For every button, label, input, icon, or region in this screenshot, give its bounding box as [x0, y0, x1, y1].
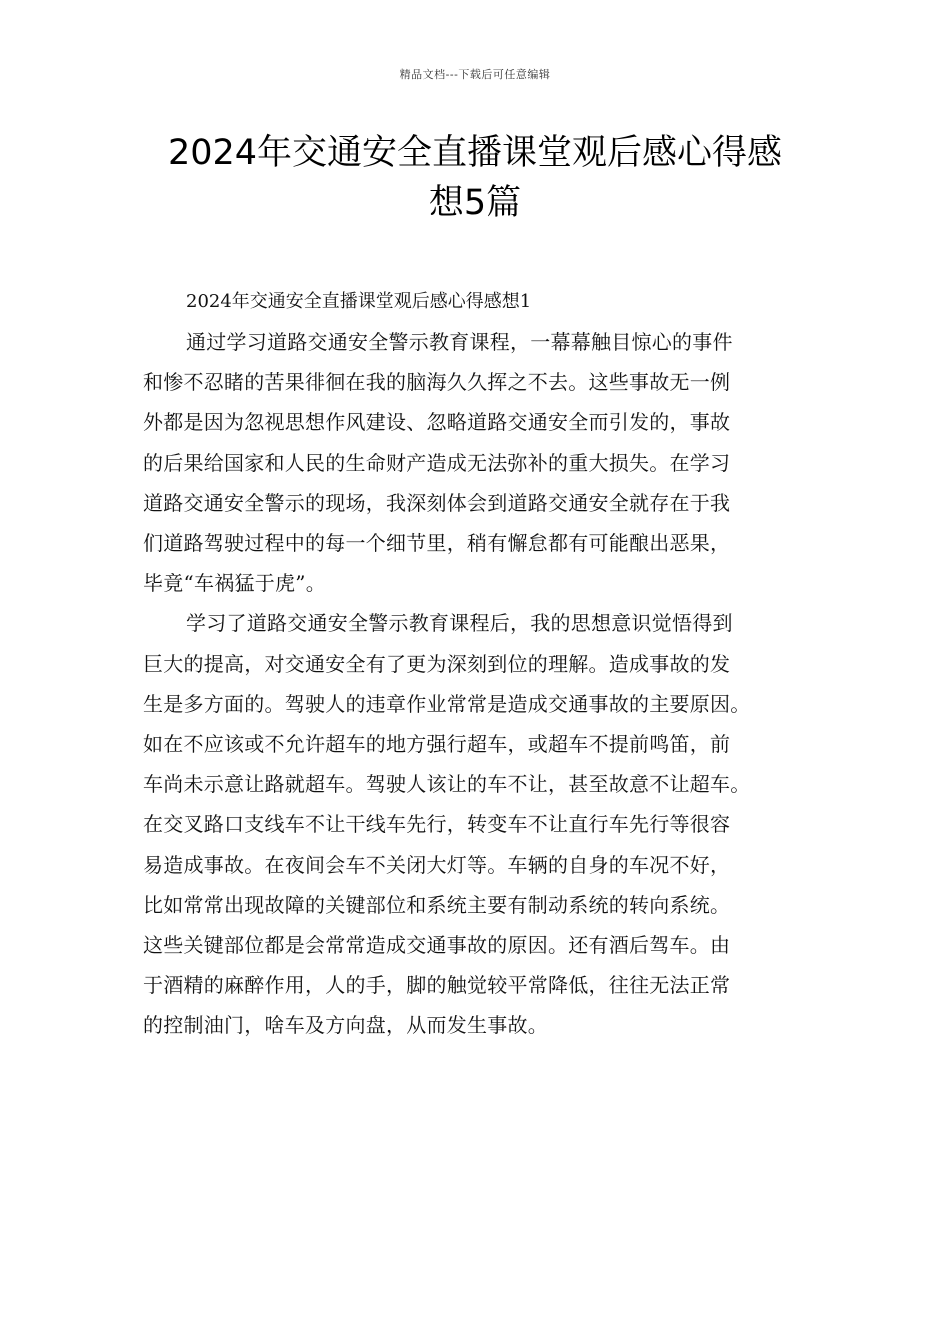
paragraph-1 [143, 322, 823, 603]
paragraph-line: 生是多方面的。驾驶人的违章作业常常是造成交通事故的主要原因。 [143, 691, 751, 716]
paragraph-line: 学习了道路交通安全警示教育课程后，我的思想意识觉悟得到 [186, 611, 733, 636]
paragraph-line: 的控制油门，啥车及方向盘，从而发生事故。 [143, 1013, 548, 1038]
paragraph-line: 比如常常出现故障的关键部位和系统主要有制动系统的转向系统。 [143, 892, 731, 917]
paragraph-line: 通过学习道路交通安全警示教育课程，一幕幕触目惊心的事件 [186, 330, 733, 354]
header-note: 精品文档---下载后可任意编辑 [399, 68, 551, 81]
paragraph-line: 这些关键部位都是会常常造成交通事故的原因。还有酒后驾车。由 [143, 933, 731, 958]
paragraph-line: 毕竟“车祸猛于虎”。 [143, 571, 326, 596]
section-heading: 2024年交通安全直播课堂观后感心得感想1 [186, 291, 532, 312]
paragraph-line: 易造成事故。在夜间会车不关闭大灯等。车辆的自身的车况不好， [143, 852, 731, 877]
paragraph-line: 于酒精的麻醉作用，人的手，脚的触觉较平常降低，往往无法正常 [143, 973, 731, 998]
paragraph-line: 外都是因为忽视思想作风建设、忽略道路交通安全而引发的，事故 [143, 410, 731, 435]
paragraph-line: 道路交通安全警示的现场，我深刻体会到道路交通安全就存在于我 [143, 490, 731, 515]
paragraph-line: 车尚未示意让路就超车。驾驶人该让的车不让，甚至故意不让超车。 [143, 772, 751, 797]
paragraph-line: 的后果给国家和人民的生命财产造成无法弥补的重大损失。在学习 [143, 450, 731, 475]
title-line-2: 想5篇 [428, 183, 522, 223]
document-body [143, 282, 823, 1046]
paragraph-line: 们道路驾驶过程中的每一个细节里，稍有懈怠都有可能酿出恶果， [143, 531, 731, 556]
paragraph-line: 如在不应该或不允许超车的地方强行超车，或超车不提前鸣笛，前 [143, 732, 731, 757]
paragraph-2 [143, 603, 823, 1045]
paragraph-line: 在交叉路口支线车不让干线车先行，转变车不让直行车先行等很容 [143, 812, 731, 837]
title-line-1: 2024年交通安全直播课堂观后感心得感 [167, 133, 783, 173]
paragraph-line: 和惨不忍睹的苦果徘徊在我的脑海久久挥之不去。这些事故无一例 [143, 370, 731, 395]
document-title [120, 128, 830, 228]
paragraph-line: 巨大的提高，对交通安全有了更为深刻到位的理解。造成事故的发 [143, 651, 731, 676]
